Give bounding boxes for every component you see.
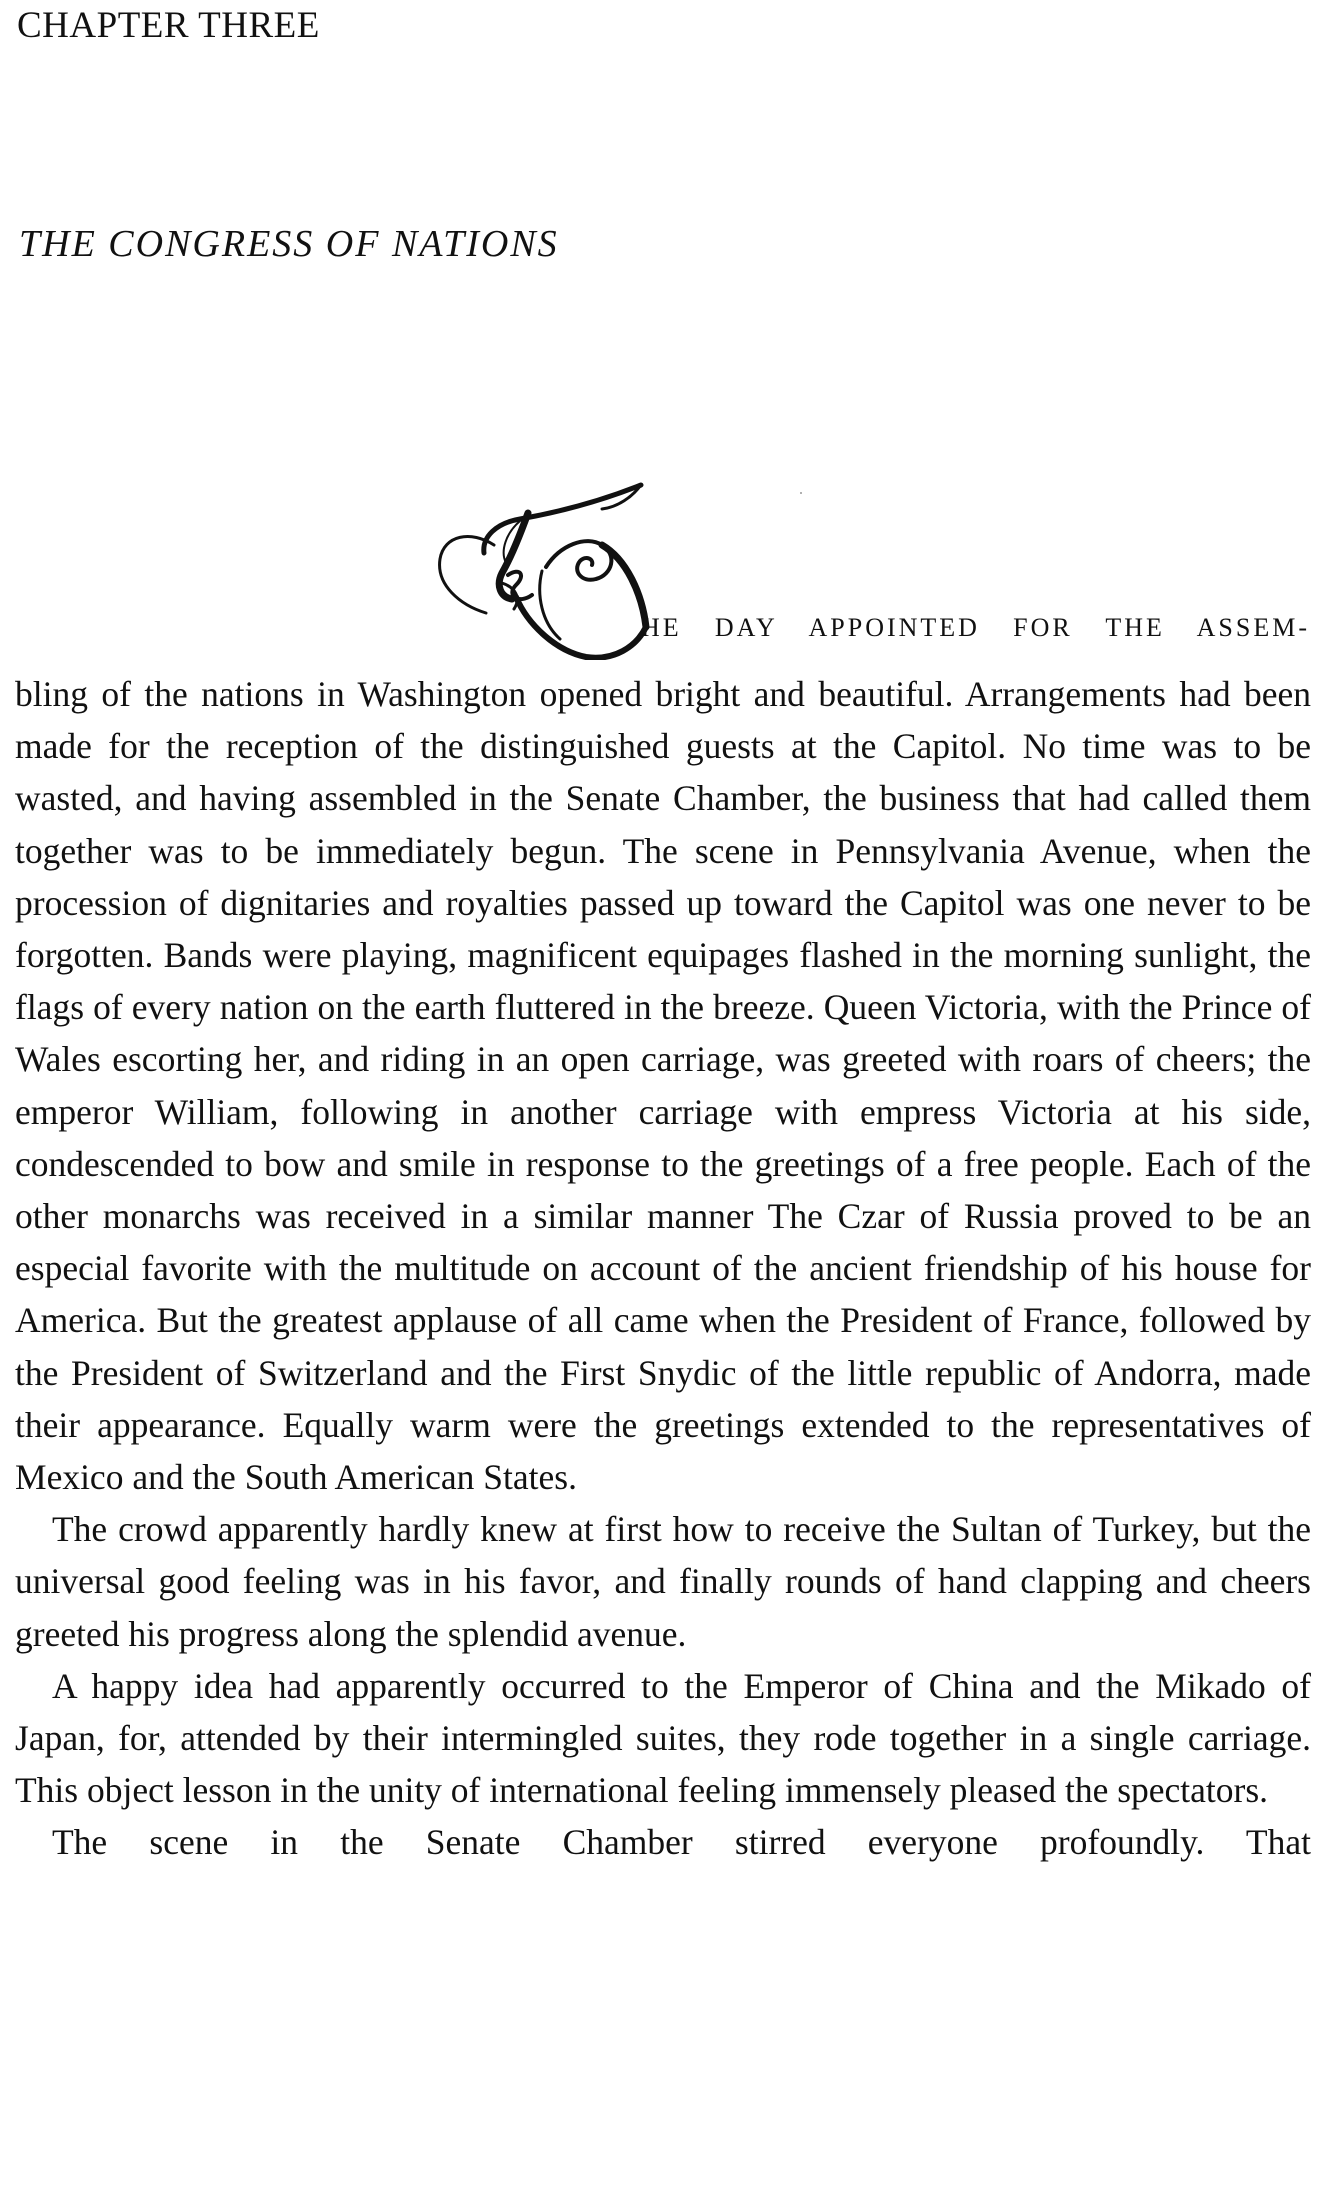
chapter-title: THE CONGRESS OF NATIONS xyxy=(19,223,559,265)
body-text xyxy=(15,668,1311,1869)
speck xyxy=(800,492,802,494)
chapter-label: CHAPTER THREE xyxy=(17,5,320,46)
lead-line: HE DAY APPOINTED FOR THE ASSEM- xyxy=(641,613,1310,642)
paragraph: The scene in the Senate Chamber stirred everyone profoundly. That xyxy=(52,1822,1311,1863)
paragraph: A happy idea had apparently occurred to the Emperor of China and the Mikado of Japan, for, attended by their intermingled suites, they rode together in a single carriage. This object lesson in the unity of international feeling immensely pleased the spectators. xyxy=(15,1665,1311,1811)
paragraph: The crowd apparently hardly knew at first how to receive the Sultan of Turkey, but the universal good feeling was in his favor, and finally rounds of hand clapping and cheers greeted his progress along the splendid avenue. xyxy=(15,1509,1311,1654)
paragraph: bling of the nations in Washington opened bright and beautiful. Arrangements had been made for the reception of the distinguished guests at the Capitol. No time was to be wasted, and having assembled in the Senate Chamber, the business that had called them together was to be immediately begun. The scene in Pennsylvania Avenue, when the procession of dignitaries and royalties passed up toward the Capitol was one never to be forgotten. Bands were playing, magnificent equipages flashed in the morning sunlight, the flags of every nation on the earth fluttered in the breeze. Queen Victoria, with the Prince of Wales escorting her, and riding in an open carriage, was greeted with roars of cheers; the emperor William, following in another carriage with empress Victoria at his side, condescended to bow and smile in response to the greetings of a free people. Each of the other monarchs was received in a similar manner The Czar of Russia proved to be an especial favorite with the multitude on account of the ancient friendship of his house for America. But the greatest applause of all came when the President of France, followed by the President of Switzerland and the First Snydic of the little republic of Andorra, made their appearance. Equally warm were the greetings extended to the representatives of Mexico and the South American States. xyxy=(15,674,1311,1498)
ornamental-drop-cap-t-icon xyxy=(436,475,651,660)
